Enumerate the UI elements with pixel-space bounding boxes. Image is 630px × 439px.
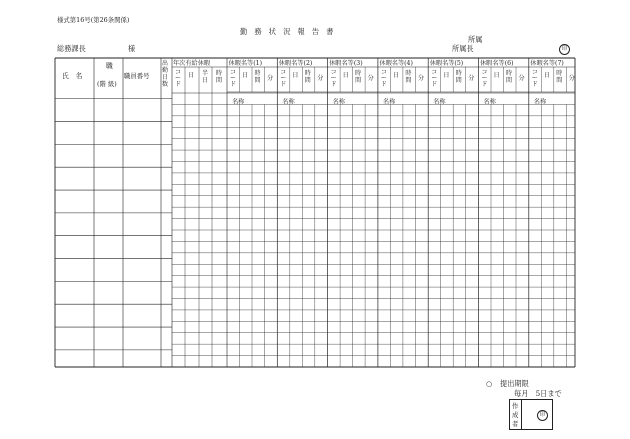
deadline-label: 提出期限 — [500, 379, 529, 388]
sub-header-minute: 分 — [417, 75, 425, 82]
sub-header-minute: 分 — [267, 75, 274, 82]
sub-header-code: ド — [531, 81, 538, 88]
grade-header: (階 級) — [97, 80, 117, 88]
position-header: 職 — [106, 62, 113, 70]
sub-header-code: コ — [531, 69, 538, 76]
sub-header-time: 間 — [355, 77, 362, 84]
name-header: 氏 名 — [62, 72, 83, 80]
attendance-days-header: 勤 — [162, 67, 169, 74]
sub-header-time: 時 — [355, 70, 362, 77]
sub-header-code: ド — [175, 81, 182, 88]
sub-header-time: 時 — [506, 70, 513, 77]
sub-header-time: 間 — [304, 77, 311, 84]
sub-header-code: ー — [230, 75, 237, 82]
sub-header-code: ド — [431, 81, 438, 88]
sub-header-code: ー — [531, 75, 538, 82]
sub-header-time: 時 — [304, 70, 311, 77]
sub-header-code: ド — [481, 81, 488, 88]
author-label-3: 者 — [512, 420, 519, 428]
attendance-days-header: 出 — [162, 60, 169, 67]
sub-header-code: ー — [175, 75, 182, 82]
sub-header-minute: 分 — [367, 75, 374, 82]
form-number: 様式第16号(第26条関係) — [57, 16, 130, 24]
sub-header-minute: 分 — [568, 75, 575, 82]
deadline-bullet: ○ — [486, 379, 493, 388]
sub-header-day: 日 — [242, 72, 249, 79]
sub-header-day: 日 — [543, 72, 550, 79]
sub-header-half-day: 日 — [202, 77, 209, 84]
employee-number-header: 職員番号 — [124, 72, 150, 80]
leave-group-header: 休暇名等(6) — [480, 60, 514, 67]
sub-header-minute: 分 — [518, 75, 525, 82]
sub-header-day: 日 — [342, 72, 349, 79]
department-head-seal: 印 — [559, 44, 570, 55]
leave-name-label: 名称 — [382, 98, 396, 106]
author-label-1: 作 — [512, 402, 519, 410]
leave-group-header: 休暇名等(3) — [329, 60, 363, 67]
sub-header-code: ー — [481, 75, 488, 82]
leave-name-label: 名称 — [433, 98, 446, 106]
sub-header-day: 日 — [292, 72, 299, 79]
sub-header-code: コ — [280, 69, 287, 76]
leave-name-label: 名称 — [483, 98, 496, 106]
leave-name-label: 名称 — [332, 98, 345, 106]
attendance-days-header: 数 — [162, 81, 169, 88]
sub-header-code: ド — [280, 81, 287, 88]
leave-name-label: 名称 — [533, 98, 547, 106]
leave-group-header: 休暇名等(1) — [228, 60, 263, 67]
sub-header-time: 間 — [506, 77, 513, 84]
sub-header-time: 時 — [455, 70, 462, 77]
sub-header-time: 間 — [216, 77, 223, 84]
leave-group-header: 休暇名等(7) — [530, 60, 564, 67]
department-head-label: 所属長 — [452, 44, 474, 53]
sub-header-code: コ — [330, 69, 337, 76]
sub-header-time: 間 — [556, 77, 563, 84]
sub-header-time: 時 — [254, 70, 261, 77]
sub-header-code: コ — [175, 69, 182, 76]
sub-header-time: 間 — [254, 77, 261, 84]
sub-header-minute: 分 — [468, 75, 475, 82]
sub-header-time: 間 — [455, 77, 462, 84]
sub-header-code: コ — [481, 69, 488, 76]
honorific: 様 — [128, 44, 136, 53]
affiliation-label: 所属 — [468, 35, 483, 44]
sub-header-code: ド — [380, 81, 387, 88]
sub-header-day: 日 — [188, 72, 195, 79]
leave-name-label: 名称 — [282, 98, 295, 106]
sub-header-code: ド — [230, 81, 237, 88]
sub-header-code: ー — [431, 75, 438, 82]
author-label-2: 成 — [512, 411, 519, 419]
sub-header-day: 日 — [443, 72, 450, 79]
sub-header-time: 時 — [405, 70, 412, 77]
sub-header-time: 時 — [216, 70, 223, 77]
sub-header-day: 日 — [392, 72, 400, 79]
report-title: 勤 務 状 況 報 告 書 — [240, 27, 334, 36]
sub-header-code: コ — [230, 69, 237, 76]
leave-group-header: 休暇名等(2) — [278, 60, 313, 67]
sub-header-half-day: 半 — [202, 70, 209, 77]
sub-header-time: 間 — [405, 77, 412, 84]
sub-header-minute: 分 — [317, 75, 324, 82]
sub-header-code: コ — [380, 69, 387, 76]
author-seal: 印 — [537, 410, 548, 421]
sub-header-day: 日 — [493, 72, 500, 79]
sub-header-code: ド — [330, 81, 337, 88]
sub-header-code: ー — [380, 75, 387, 82]
author-box — [509, 399, 553, 430]
leave-group-header: 休暇名等(5) — [429, 60, 464, 67]
attendance-days-header: 日 — [162, 74, 169, 81]
sub-header-code: ー — [330, 75, 337, 82]
leave-name-label: 名称 — [232, 98, 245, 106]
leave-group-header: 休暇名等(4) — [379, 60, 413, 67]
sub-header-code: コ — [431, 69, 438, 76]
deadline-text: 毎月 5日まで — [514, 389, 562, 398]
sub-header-code: ー — [280, 75, 287, 82]
sub-header-time: 時 — [556, 70, 563, 77]
annual-leave-header: 年次有給休暇 — [173, 60, 211, 67]
addressee: 総務課長 — [57, 44, 86, 53]
